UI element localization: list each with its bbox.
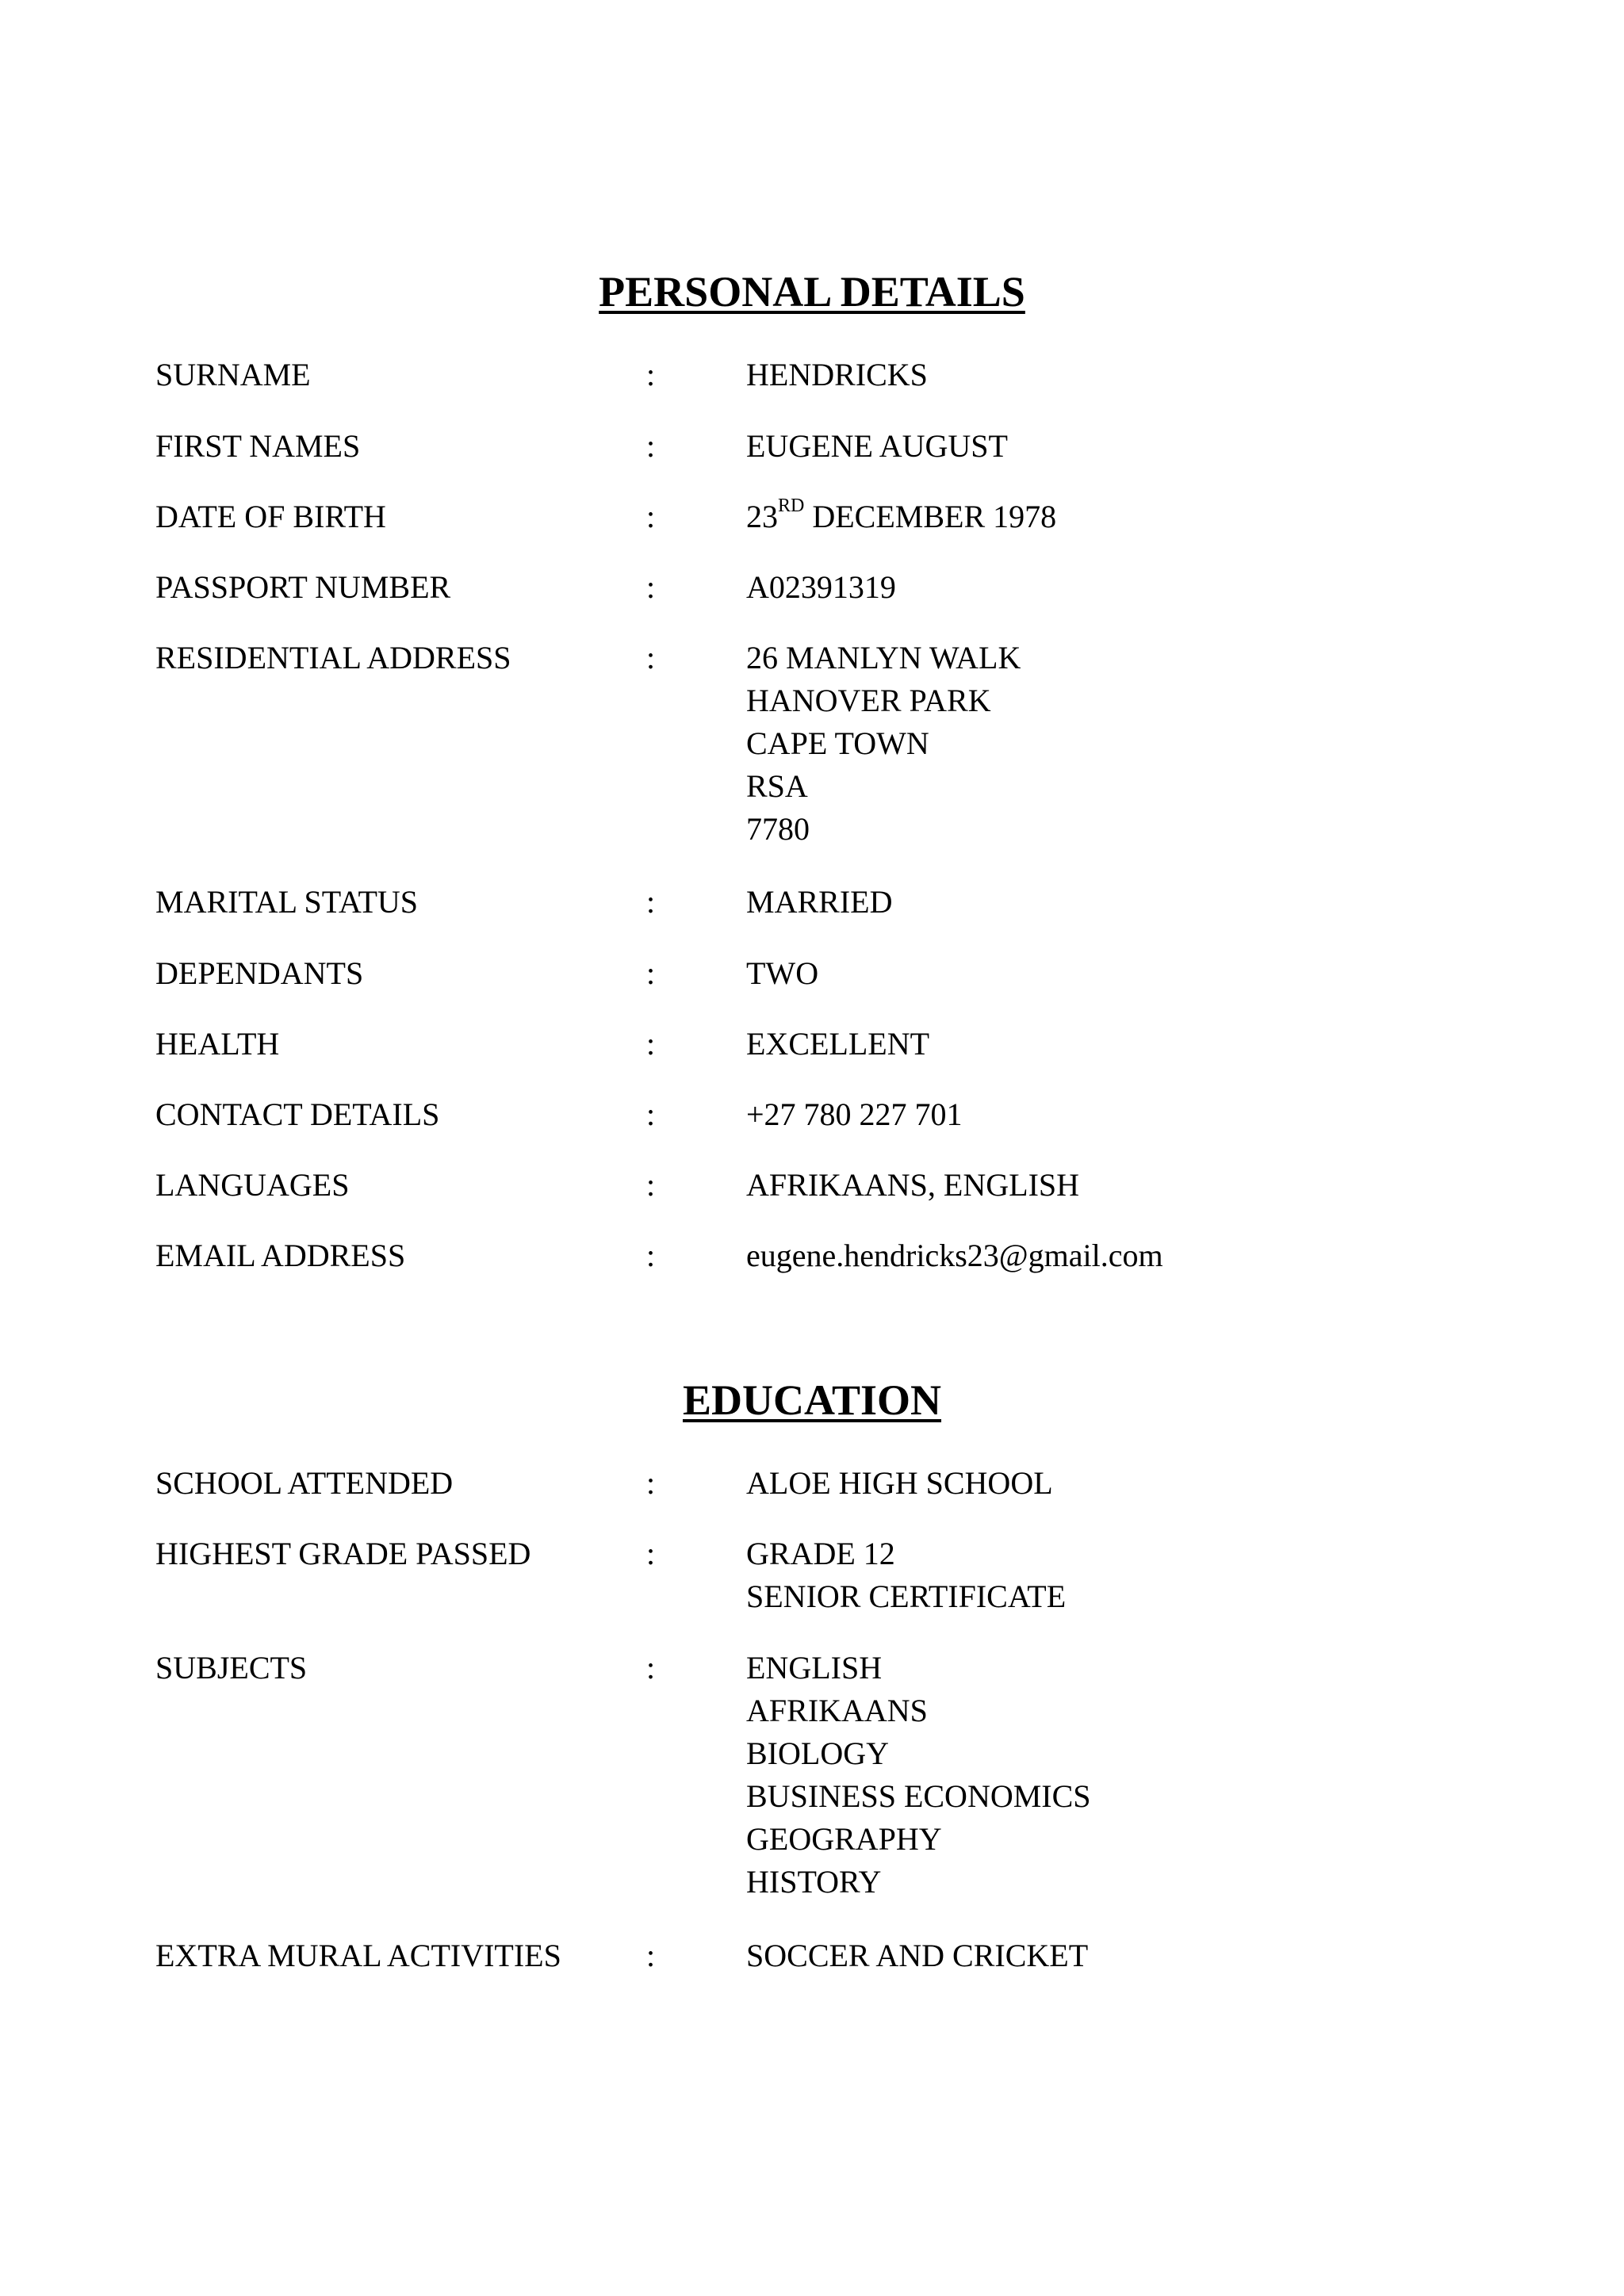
- email-address-label: EMAIL ADDRESS: [155, 1238, 406, 1273]
- date-of-birth-month-year: DECEMBER 1978: [804, 499, 1057, 534]
- personal-details-heading: [0, 268, 1624, 316]
- school-attended-value: ALOE HIGH SCHOOL: [746, 1465, 1053, 1501]
- address-line: 26 MANLYN WALK: [746, 640, 1021, 675]
- extra-mural-activities-label: EXTRA MURAL ACTIVITIES: [155, 1938, 561, 1973]
- residential-address-value: [746, 637, 1021, 851]
- languages-value: AFRIKAANS, ENGLISH: [746, 1167, 1080, 1203]
- subject-item: BUSINESS ECONOMICS: [746, 1778, 1091, 1814]
- first-names-label: FIRST NAMES: [155, 428, 361, 464]
- subject-item: ENGLISH: [746, 1650, 883, 1686]
- surname-value: HENDRICKS: [746, 357, 928, 392]
- education-heading-text: EDUCATION: [682, 1376, 942, 1424]
- extra-mural-activities-separator: :: [646, 1938, 656, 1973]
- grade-line: GRADE 12: [746, 1536, 895, 1571]
- surname-separator: :: [646, 357, 656, 392]
- school-attended-label: SCHOOL ATTENDED: [155, 1465, 454, 1501]
- date-of-birth-label: DATE OF BIRTH: [155, 499, 386, 534]
- email-address-value: eugene.hendricks23@gmail.com: [746, 1238, 1163, 1273]
- passport-number-value: A02391319: [746, 569, 896, 605]
- subject-item: AFRIKAANS: [746, 1693, 928, 1728]
- extra-mural-activities-value: SOCCER AND CRICKET: [746, 1938, 1089, 1973]
- education-heading: [0, 1376, 1624, 1424]
- marital-status-value: MARRIED: [746, 884, 893, 920]
- address-line: 7780: [746, 811, 810, 847]
- residential-address-separator: :: [646, 640, 656, 675]
- contact-details-label: CONTACT DETAILS: [155, 1096, 440, 1132]
- languages-label: LANGUAGES: [155, 1167, 350, 1203]
- subject-item: GEOGRAPHY: [746, 1821, 942, 1857]
- school-attended-separator: :: [646, 1465, 656, 1501]
- passport-number-label: PASSPORT NUMBER: [155, 569, 451, 605]
- health-separator: :: [646, 1026, 656, 1062]
- health-value: EXCELLENT: [746, 1026, 930, 1062]
- date-of-birth-ordinal: RD: [778, 495, 805, 516]
- first-names-value: EUGENE AUGUST: [746, 428, 1008, 464]
- contact-details-separator: :: [646, 1096, 656, 1132]
- date-of-birth-value: [746, 496, 1056, 538]
- email-address-separator: :: [646, 1238, 656, 1273]
- address-line: HANOVER PARK: [746, 683, 991, 718]
- personal-details-heading-text: PERSONAL DETAILS: [599, 268, 1025, 316]
- dependants-separator: :: [646, 955, 656, 991]
- subject-item: BIOLOGY: [746, 1735, 889, 1771]
- languages-separator: :: [646, 1167, 656, 1203]
- passport-number-separator: :: [646, 569, 656, 605]
- highest-grade-passed-label: HIGHEST GRADE PASSED: [155, 1536, 531, 1571]
- subject-item: HISTORY: [746, 1864, 882, 1900]
- subjects-separator: :: [646, 1650, 656, 1686]
- grade-line: SENIOR CERTIFICATE: [746, 1578, 1067, 1614]
- subjects-label: SUBJECTS: [155, 1650, 308, 1686]
- surname-label: SURNAME: [155, 357, 311, 392]
- marital-status-separator: :: [646, 884, 656, 920]
- date-of-birth-separator: :: [646, 499, 656, 534]
- address-line: RSA: [746, 768, 808, 804]
- first-names-separator: :: [646, 428, 656, 464]
- subjects-value: [746, 1647, 1091, 1904]
- contact-details-value: +27 780 227 701: [746, 1096, 963, 1132]
- highest-grade-passed-value: [746, 1533, 1066, 1618]
- marital-status-label: MARITAL STATUS: [155, 884, 419, 920]
- dependants-label: DEPENDANTS: [155, 955, 364, 991]
- highest-grade-passed-separator: :: [646, 1536, 656, 1571]
- dependants-value: TWO: [746, 955, 819, 991]
- address-line: CAPE TOWN: [746, 725, 929, 761]
- date-of-birth-day: 23: [746, 499, 778, 534]
- health-label: HEALTH: [155, 1026, 280, 1062]
- residential-address-label: RESIDENTIAL ADDRESS: [155, 640, 511, 675]
